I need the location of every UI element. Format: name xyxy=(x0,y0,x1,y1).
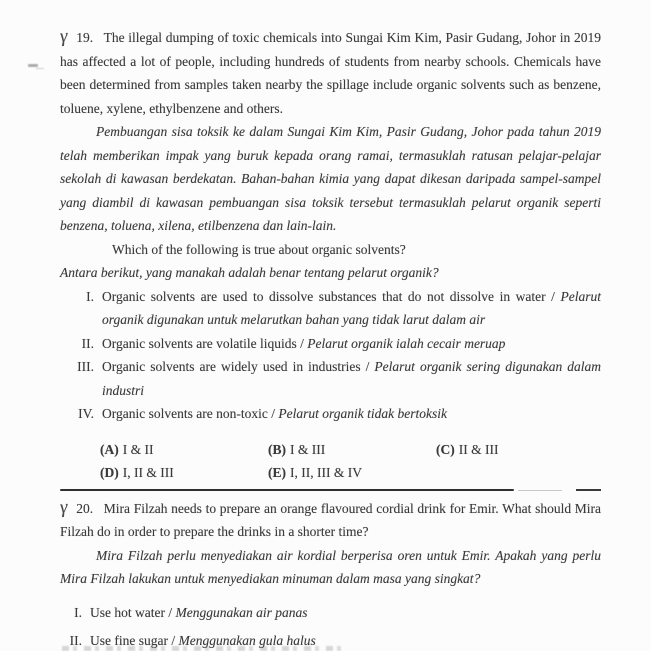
option-a xyxy=(100,438,268,462)
statement-label: IV. xyxy=(78,406,94,421)
statement-text xyxy=(102,285,601,332)
option-a-label: (A) xyxy=(100,441,119,457)
statement-en: Organic solvents are non-toxic / xyxy=(102,406,275,421)
question-19 xyxy=(60,26,601,485)
statement-text xyxy=(90,601,601,625)
q20-intro-en xyxy=(60,497,601,544)
statement-ms: Pelarut organik tidak bertoksik xyxy=(278,406,447,421)
statement-label: I. xyxy=(86,288,94,304)
option-e-text: I, II, III & IV xyxy=(290,465,362,480)
statement-text xyxy=(102,355,601,402)
divider-short-segment xyxy=(576,489,601,491)
statement-text xyxy=(102,402,601,426)
answer-options xyxy=(100,438,601,485)
statement-label: III. xyxy=(77,359,94,374)
option-b xyxy=(268,438,436,462)
option-d xyxy=(100,461,268,485)
statement-row-iv xyxy=(60,402,601,426)
statement-row-iii xyxy=(60,355,601,402)
q20-number: 20. xyxy=(76,500,94,516)
q19-intro-ms: Pembuangan sisa toksik ke dalam Sungai Kim Kim, Pasir Gudang, Johor pada tahun 2019 telah memberikan impak yang buruk kepada orang ramai, termasuklah ratusan pelajar-pelajar sekolah di kawasan berdekatan. Bahan-bahan kimia yang dapat dikesan daripada sampel-sampel yang diambil di kawasan pembuangan sisa toksik tersebut termasuklah pelarut organik seperti benzena, toluena, xilena, etilbenzena dan lain-lain. xyxy=(60,124,601,233)
statement-ms: Pelarut organik sering digunakan dalam industri xyxy=(102,359,602,398)
divider-long-segment xyxy=(60,489,514,491)
statement-ms: Pelarut organik ialah cecair meruap xyxy=(307,335,506,351)
statement-row-i xyxy=(60,601,601,625)
cutoff-text-line xyxy=(62,646,345,651)
statement-row-i xyxy=(60,285,601,332)
option-e xyxy=(268,461,436,485)
q20-statements xyxy=(60,601,601,651)
checkmark-gamma-icon: γ xyxy=(59,25,69,48)
q19-question-ms: Antara berikut, yang manakah adalah benar tentang pelarut organik? xyxy=(60,265,439,280)
statement-row-ii xyxy=(60,332,601,356)
q19-intro-en-text: The illegal dumping of toxic chemicals into Sungai Kim Kim, Pasir Gudang, Johor in 2019 has affected a lot of people, including hundreds of students from nearby schools. Chemicals have been determined from samples taken nearby the spillage include organic solvents such as benzene, toluene, xylene, ethylbenzene and others. xyxy=(60,30,602,116)
q20-intro-ms: Mira Filzah perlu menyediakan air kordial berperisa oren untuk Emir. Apakah yang perlu Mira Filzah lakukan untuk menyediakan minuman dalam masa yang singkat? xyxy=(60,547,601,586)
statement-en: Use hot water / xyxy=(90,604,173,620)
question-divider xyxy=(60,489,601,492)
statement-ms: Menggunakan gula halus xyxy=(178,633,316,648)
statement-label: II. xyxy=(69,633,82,648)
option-b-label: (B) xyxy=(268,441,286,457)
option-d-label: (D) xyxy=(100,465,119,480)
option-c-label: (C) xyxy=(436,441,455,457)
q20-intro-en-text: Mira Filzah needs to prepare an orange flavoured cordial drink for Emir. What should Mira Filzah do in order to prepare the drinks in a shorter time? xyxy=(60,500,602,539)
scan-artifact xyxy=(28,64,38,67)
q19-question-en: Which of the following is true about organic solvents? xyxy=(112,241,406,257)
q19-statements xyxy=(60,285,601,426)
option-c xyxy=(436,438,601,462)
statement-en: Organic solvents are used to dissolve substances that do not dissolve in water / xyxy=(102,288,555,304)
option-b-text: I & III xyxy=(290,441,326,457)
divider-faint-segment xyxy=(518,490,562,491)
statement-ms: Menggunakan air panas xyxy=(175,604,308,620)
statement-label: I. xyxy=(74,604,82,620)
option-c-text: II & III xyxy=(458,441,499,457)
question-20 xyxy=(60,497,601,651)
option-d-text: I, II & III xyxy=(122,465,174,480)
q19-number: 19. xyxy=(76,30,94,45)
statement-label: II. xyxy=(81,335,94,351)
statement-en: Organic solvents are volatile liquids / xyxy=(102,335,304,351)
checkmark-gamma-icon: γ xyxy=(59,496,69,518)
q19-intro-en xyxy=(60,26,601,120)
option-e-label: (E) xyxy=(268,465,286,480)
statement-ms: Pelarut organik digunakan untuk melarutkan bahan yang tidak larut dalam air xyxy=(102,288,601,327)
statement-en: Use fine sugar / xyxy=(90,633,176,648)
option-a-text: I & II xyxy=(122,441,154,457)
statement-en: Organic solvents are widely used in industries / xyxy=(102,359,370,374)
statement-text xyxy=(102,332,601,356)
